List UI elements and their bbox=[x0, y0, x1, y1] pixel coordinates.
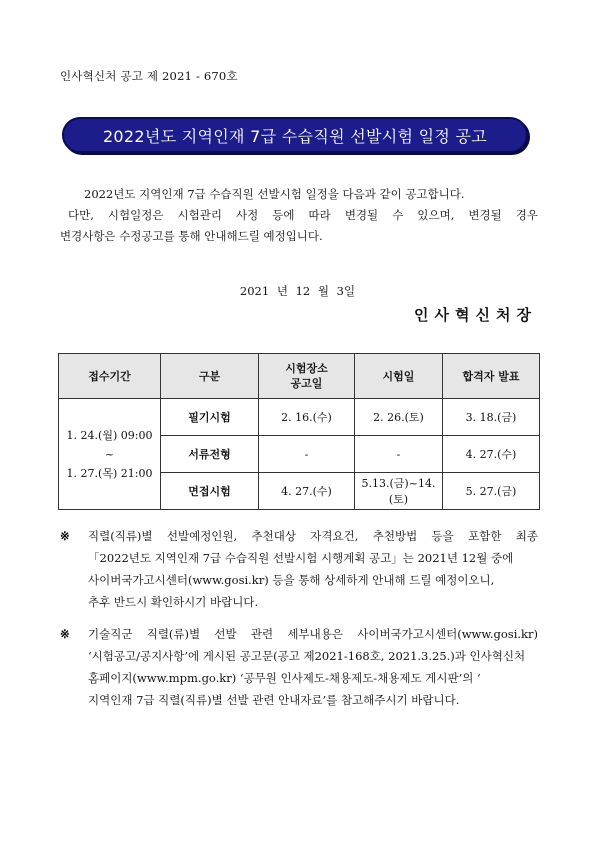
intro-line-1: 2022년도 지역인재 7급 수습직원 선발시험 일정을 다음과 같이 공고합니다. bbox=[84, 187, 465, 201]
notice-number: 인사혁신처 공고 제 2021 - 670호 bbox=[60, 69, 238, 83]
note-item bbox=[60, 623, 538, 711]
header-exam-date: 시험일 bbox=[355, 354, 443, 399]
table-header-row bbox=[59, 354, 540, 399]
header-category: 구분 bbox=[161, 354, 259, 399]
reference-mark-icon: ※ bbox=[60, 627, 70, 641]
intro-paragraph bbox=[60, 184, 538, 247]
stage-cell: 서류전형 bbox=[161, 436, 259, 473]
stage-cell: 면접시험 bbox=[161, 473, 259, 510]
issuer-signature: 인사혁신처장 bbox=[414, 306, 537, 324]
schedule-table bbox=[58, 353, 540, 510]
venue-date-cell: - bbox=[259, 436, 355, 473]
exam-date-cell: 5.13.(금)~14.(토) bbox=[355, 473, 443, 510]
header-venue-line-1: 시험장소 bbox=[285, 362, 328, 375]
header-venue bbox=[259, 354, 355, 399]
header-period: 접수기간 bbox=[59, 354, 161, 399]
announcement-date: 2021 년 12 월 3일 bbox=[239, 284, 356, 298]
application-period bbox=[59, 399, 161, 510]
table-row bbox=[59, 399, 540, 436]
note-line: 홈페이지(www.mpm.go.kr) ‘공무원 인사제도-채용제도-채용제도 게시판’의 ‘ bbox=[88, 671, 481, 685]
result-date-cell: 3. 18.(금) bbox=[443, 399, 540, 436]
note-line: 사이버국가고시센터(www.gosi.kr) 등을 통해 상세하게 안내해 드릴 예정이오니, bbox=[88, 573, 495, 587]
application-period-line-2: 1. 27.(목) 21:00 bbox=[66, 466, 153, 480]
stage-cell: 필기시험 bbox=[161, 399, 259, 436]
reference-mark-icon: ※ bbox=[60, 529, 70, 543]
note-item bbox=[60, 525, 538, 613]
notes-section bbox=[60, 525, 538, 721]
venue-date-cell: 4. 27.(수) bbox=[259, 473, 355, 510]
result-date-cell: 5. 27.(금) bbox=[443, 473, 540, 510]
note-line: 기술직군 직렬(류)별 선발 관련 세부내용은 사이버국가고시센터(www.gosi.kr) bbox=[88, 627, 538, 641]
note-line: 직렬(직류)별 선발예정인원, 추천대상 자격요건, 추천방법 등을 포함한 최종 bbox=[88, 529, 538, 543]
note-line: 추후 반드시 확인하시기 바랍니다. bbox=[88, 595, 259, 609]
application-period-line-1: 1. 24.(월) 09:00 ~ bbox=[66, 428, 153, 461]
intro-line-2: 다만, 시험일정은 시험관리 사정 등에 따라 변경될 수 있으며, 변경될 경우 bbox=[68, 208, 538, 222]
intro-line-3: 변경사항은 수정공고를 통해 안내해드릴 예정입니다. bbox=[60, 229, 323, 243]
title-banner bbox=[62, 117, 528, 153]
header-result: 합격자 발표 bbox=[443, 354, 540, 399]
note-line: ‘시험공고/공지사항’에 게시된 공고문(공고 제2021-168호, 2021.3.25.)과 인사혁신처 bbox=[88, 649, 526, 663]
note-line: 지역인재 7급 직렬(직류)별 선발 관련 안내자료’를 참고해주시기 바랍니다. bbox=[88, 693, 460, 707]
header-venue-line-2: 공고일 bbox=[290, 377, 323, 390]
page-title: 2022년도 지역인재 7급 수습직원 선발시험 일정 공고 bbox=[102, 126, 488, 146]
exam-date-cell: - bbox=[355, 436, 443, 473]
note-line: 「2022년도 지역인재 7급 수습직원 선발시험 시행계획 공고」는 2021년 12월 중에 bbox=[88, 551, 514, 565]
result-date-cell: 4. 27.(수) bbox=[443, 436, 540, 473]
exam-date-cell: 2. 26.(토) bbox=[355, 399, 443, 436]
venue-date-cell: 2. 16.(수) bbox=[259, 399, 355, 436]
